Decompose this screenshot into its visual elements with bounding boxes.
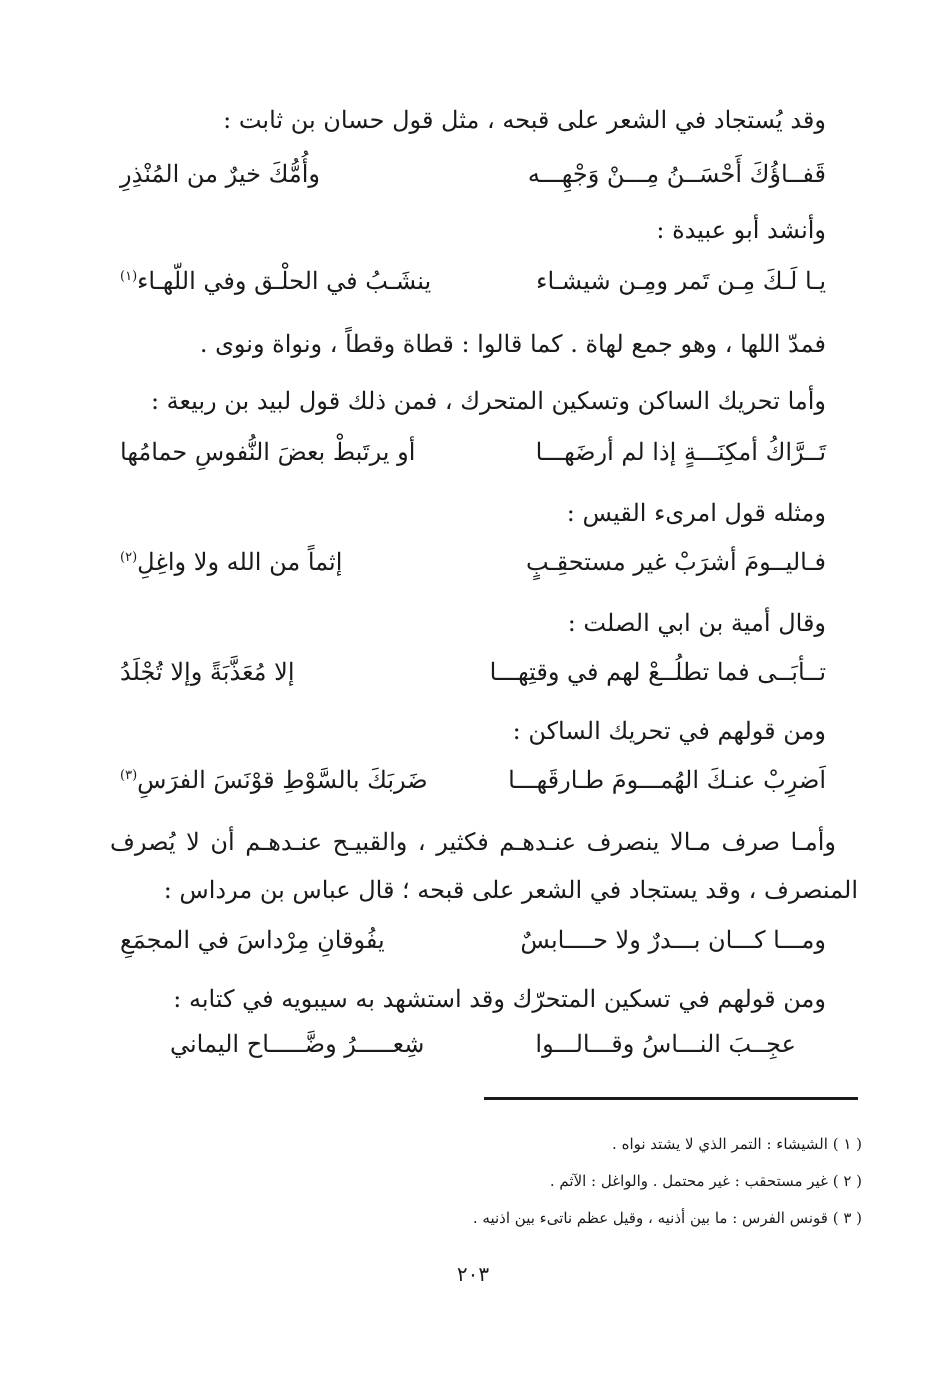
footnote: ( ٣ ) قونس الفرس : ما بين أذنيه ، وقيل عظم ناتىء بين اذنيه . bbox=[472, 1209, 862, 1227]
verse-first-hemistich: يـا لَـكَ مِـن تَمر ومِـن شيشـاء bbox=[536, 267, 826, 295]
verse-line bbox=[120, 436, 826, 468]
page-number: ٢٠٣ bbox=[456, 1262, 490, 1286]
prose-line: ومن قولهم في تحريك الساكن : bbox=[512, 717, 826, 745]
verse-second-hemistich bbox=[120, 265, 431, 297]
verse-first-hemistich: تَــرَّاكُ أمكِنَـــةٍ إذا لم أرضَهـــا bbox=[535, 438, 826, 466]
verse-second-hemistich: وأُمُّكَ خيرٌ من المُنْذِرِ bbox=[120, 160, 320, 188]
footnote-marker: (١) bbox=[120, 269, 138, 284]
verse-line bbox=[120, 158, 826, 190]
verse-first-hemistich: تــأبَــى فما تطلُــعْ لهم في وقتِهـــا bbox=[489, 658, 826, 686]
verse-second-hemistich: يفُوقانِ مِرْداسَ في المجمَعِ bbox=[120, 926, 385, 954]
prose-line: وأمـا صرف مـالا ينصرف عنـدهـم فكثير ، والقبيـح عنـدهـم أن لا يُصرف bbox=[110, 828, 836, 856]
verse-second-hemistich: شِعـــــرُ وضَّـــــاح اليماني bbox=[170, 1030, 425, 1058]
footnote-marker: (٢) bbox=[120, 550, 138, 565]
verse-first-hemistich: ومـــا كـــان بـــدرٌ ولا حــــابسٌ bbox=[520, 926, 826, 954]
verse-first-hemistich: اَضرِبْ عنـكَ الهُمـــومَ طـارقَهـــا bbox=[508, 766, 826, 794]
prose-line: ومثله قول امرىء القيس : bbox=[566, 499, 826, 527]
footnote-marker: (٣) bbox=[120, 768, 138, 783]
prose-line: وأما تحريك الساكن وتسكين المتحرك ، فمن ذلك قول لبيد بن ربيعة : bbox=[150, 387, 826, 415]
verse-line bbox=[170, 1028, 796, 1060]
prose-line: وقد يُستجاد في الشعر على قبحه ، مثل قول حسان بن ثابت : bbox=[223, 106, 826, 134]
verse-line bbox=[120, 924, 826, 956]
verse-line bbox=[120, 546, 826, 578]
prose-line: المنصرف ، وقد يستجاد في الشعر على قبحه ؛ قال عباس بن مرداس : bbox=[163, 876, 858, 904]
prose-line: فمدّ اللها ، وهو جمع لهاة . كما قالوا : قطاة وقطاً ، ونواة ونوى . bbox=[199, 330, 826, 358]
hemistich-text: إثماً من الله ولا واغِلِ bbox=[137, 548, 343, 576]
verse-first-hemistich: فـاليــومَ أشرَبْ غير مستحقِـبٍ bbox=[526, 548, 826, 576]
footnote: ( ٢ ) غير مستحقب : غير محتمل . والواغل : الآثم . bbox=[549, 1172, 862, 1190]
verse-line bbox=[120, 656, 826, 688]
verse-first-hemistich: عجِــبَ النـــاسُ وقـــالـــوا bbox=[535, 1030, 796, 1058]
footnote: ( ١ ) الشيشاء : التمر الذي لا يشتد نواه . bbox=[612, 1135, 862, 1153]
verse-line bbox=[120, 764, 826, 796]
prose-line: وأنشد أبو عبيدة : bbox=[656, 216, 826, 244]
prose-line: ومن قولهم في تسكين المتحرّك وقد استشهد به سيبويه في كتابه : bbox=[173, 985, 826, 1013]
hemistich-text: ينشَـبُ في الحلْـق وفي اللّهـاء bbox=[137, 267, 432, 295]
verse-second-hemistich bbox=[120, 764, 428, 796]
verse-second-hemistich: أو يرتَبطْ بعضَ النُّفوسِ حمامُها bbox=[120, 438, 416, 466]
verse-line bbox=[120, 265, 826, 297]
verse-first-hemistich: قَفــاؤُكَ أَحْسَــنُ مِـــنْ وَجْهِـــه bbox=[527, 160, 826, 188]
footnote-divider bbox=[484, 1097, 858, 1100]
hemistich-text: ضَربَكَ بالسَّوْطِ قوْنَسَ الفرَسِ bbox=[137, 766, 428, 794]
prose-line: وقال أمية بن ابي الصلت : bbox=[567, 609, 826, 637]
verse-second-hemistich: إلا مُعَذَّبَةً وإلا تُجْلَدُ bbox=[120, 658, 295, 686]
verse-second-hemistich bbox=[120, 546, 342, 578]
